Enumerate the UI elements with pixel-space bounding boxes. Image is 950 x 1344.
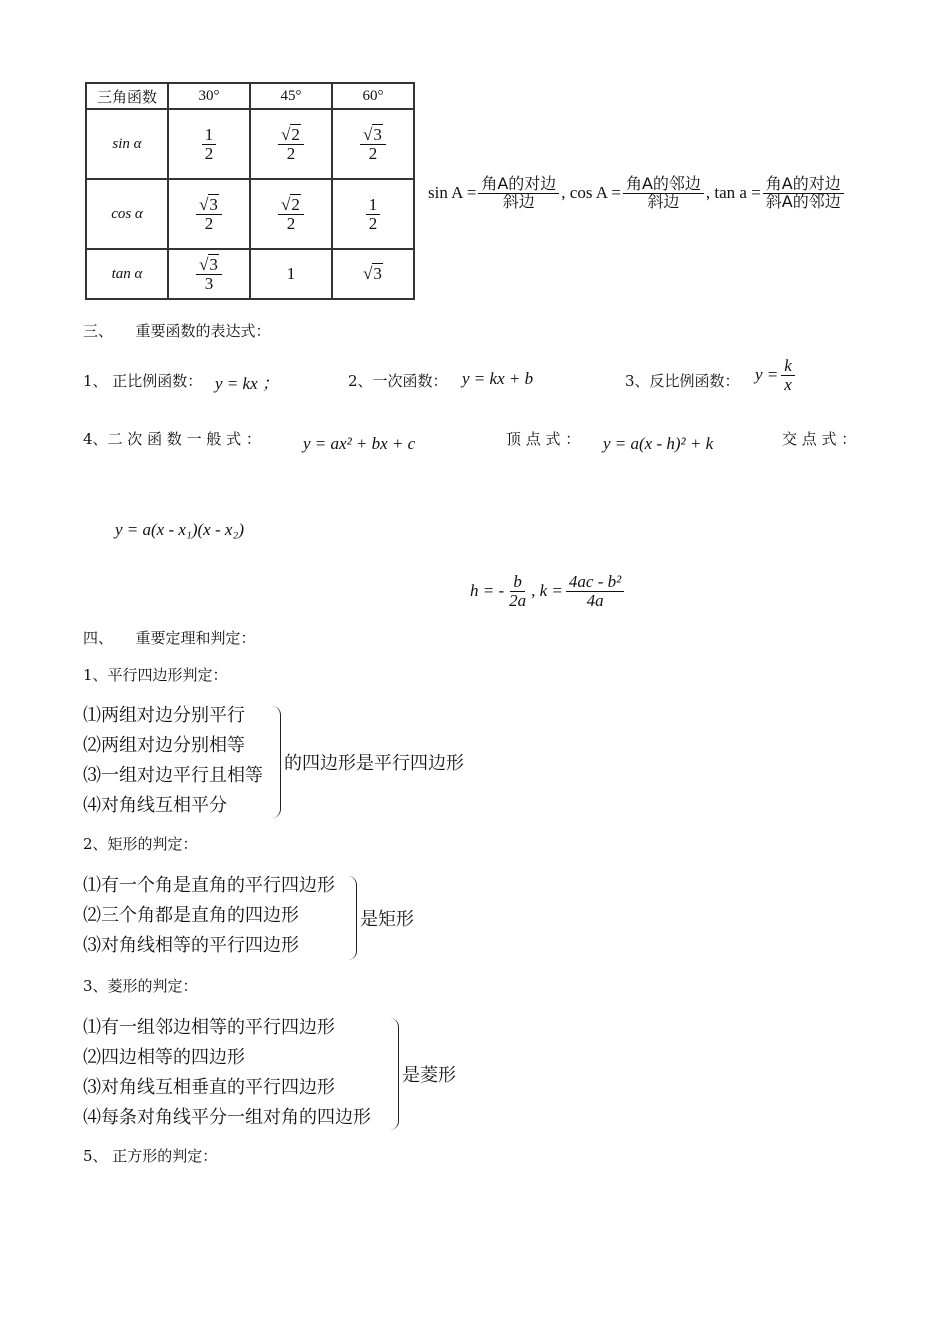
table-row-label: sin α	[86, 109, 168, 179]
intercept-form-label: 交 点 式 ：	[782, 430, 857, 448]
table-header-cell: 30°	[168, 83, 250, 109]
list-item: ⑴两组对边分别平行	[83, 705, 245, 726]
cos-denominator: 斜边	[647, 191, 680, 211]
tan-denominator: 斜A的邻边	[765, 191, 841, 211]
rhombus-conclusion: 是菱形	[402, 1065, 456, 1086]
trig-value-table	[85, 82, 415, 300]
table-cell: √3	[332, 249, 414, 299]
list-item: ⑴有一个角是直角的平行四边形	[83, 875, 335, 896]
rhombus-criteria-label: 3、菱形的判定：	[83, 977, 198, 995]
parallelogram-criteria-label: 1、平行四边形判定：	[83, 666, 228, 684]
sin-lhs: sin A =	[428, 183, 477, 203]
section-4-heading: 四、 重要定理和判定：	[83, 629, 256, 647]
table-cell: $\frac{1}{2}$	[332, 179, 414, 249]
linear-function-formula: y = kx + b	[462, 369, 534, 388]
sin-denominator: 斜边	[502, 191, 535, 211]
vertex-coordinates-formula: h = - $\frac{b}{2a}$ , k = $\frac{\text{4ac - b²}}{4a}$	[470, 573, 624, 610]
table-cell: $\frac{√3}{3}$	[168, 249, 250, 299]
intercept-form-formula: y = a(x - x₁)(x - x₂)	[115, 520, 244, 539]
table-row-label: tan α	[86, 249, 168, 299]
tan-lhs: , tan a =	[705, 183, 761, 203]
table-cell: $\frac{√3}{2}$	[168, 179, 250, 249]
trig-definitions	[428, 176, 846, 211]
list-item: ⑴有一组邻边相等的平行四边形	[83, 1017, 335, 1038]
cos-lhs: , cos A =	[561, 183, 621, 203]
table-header-cell: 45°	[250, 83, 332, 109]
direct-proportion-label: 1、 正比例函数：	[83, 372, 203, 390]
list-item: ⑷对角线互相平分	[83, 795, 227, 816]
direct-proportion-formula: y = kx ；	[215, 374, 279, 393]
sin-numerator: 角A的对边	[478, 176, 559, 194]
rectangle-conditions	[83, 871, 335, 961]
linear-function-label: 2、一次函数：	[348, 372, 448, 390]
list-item: ⑶一组对边平行且相等	[83, 765, 263, 786]
vertex-form-formula: y = a(x - h)² + k	[603, 434, 714, 453]
cos-numerator: 角A的邻边	[623, 176, 704, 194]
rhombus-conditions	[83, 1013, 371, 1133]
list-item: ⑵三个角都是直角的四边形	[83, 905, 299, 926]
list-item: ⑵四边相等的四边形	[83, 1047, 245, 1068]
right-brace	[348, 876, 357, 960]
list-item: ⑶对角线互相垂直的平行四边形	[83, 1077, 335, 1098]
list-item: ⑶对角线相等的平行四边形	[83, 935, 299, 956]
right-brace	[272, 706, 281, 818]
table-cell: $\frac{√2}{2}$	[250, 109, 332, 179]
vertex-form-label: 顶 点 式 ：	[506, 430, 581, 448]
quadratic-general-label: 4、二 次 函 数 一 般 式 ：	[83, 430, 261, 448]
table-cell: $\frac{√2}{2}$	[250, 179, 332, 249]
table-cell: $\frac{√3}{2}$	[332, 109, 414, 179]
parallelogram-conditions	[83, 701, 263, 821]
table-cell: 1	[250, 249, 332, 299]
inverse-proportion-formula: y = $\frac{k}{x}$	[755, 357, 795, 394]
list-item: ⑵两组对边分别相等	[83, 735, 245, 756]
section-3-heading: 三、 重要函数的表达式：	[83, 322, 271, 340]
rectangle-conclusion: 是矩形	[360, 909, 414, 930]
right-brace	[390, 1018, 399, 1130]
table-row-label: cos α	[86, 179, 168, 249]
rectangle-criteria-label: 2、矩形的判定：	[83, 835, 198, 853]
inverse-proportion-label: 3、反比例函数：	[625, 372, 740, 390]
quadratic-general-formula: y = ax² + bx + c	[303, 434, 416, 453]
tan-numerator: 角A的对边	[763, 176, 844, 194]
table-header-cell: 60°	[332, 83, 414, 109]
table-cell: $\frac{1}{2}$	[168, 109, 250, 179]
parallelogram-conclusion: 的四边形是平行四边形	[284, 753, 464, 774]
square-criteria-label: 5、 正方形的判定：	[83, 1147, 218, 1165]
list-item: ⑷每条对角线平分一组对角的四边形	[83, 1107, 371, 1128]
table-header-cell: 三角函数	[86, 83, 168, 109]
